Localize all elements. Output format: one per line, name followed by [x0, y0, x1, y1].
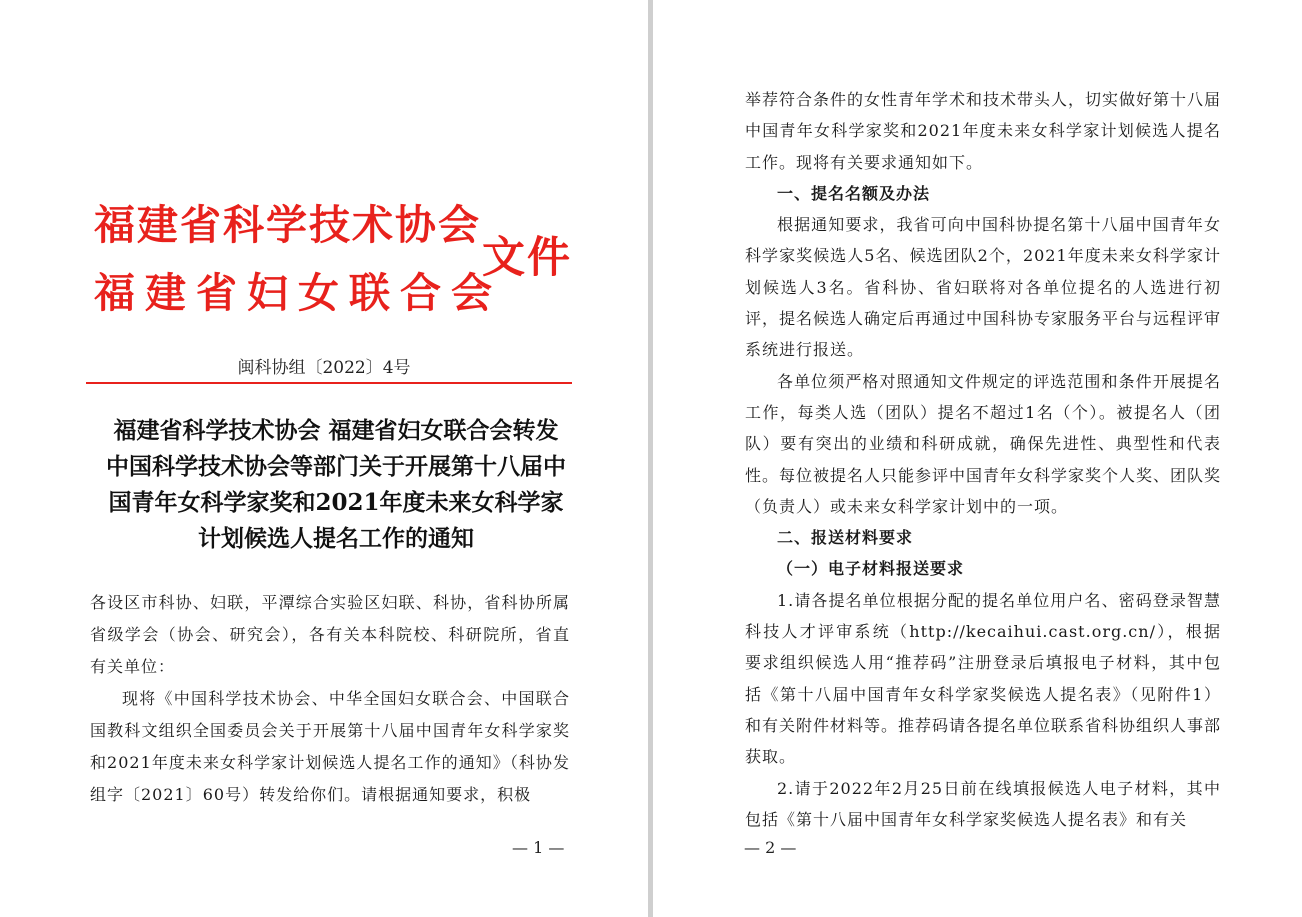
header-suffix: 文件	[482, 233, 572, 283]
paragraph: 2.请于2022年2月25日前在线填报候选人电子材料，其中包括《第十八届中国青年女科学家奖候选人提名表》和有关	[745, 778, 1221, 829]
red-rule	[86, 382, 572, 384]
paragraph: 举荐符合条件的女性青年学术和技术带头人，切实做好第十八届中国青年女科学家奖和2021年度未来女科学家计划候选人提名工作。现将有关要求通知如下。	[745, 90, 1222, 172]
page-number: — 1 —	[512, 838, 565, 857]
title-line: 福建省科学技术协会 福建省妇女联合会转发	[113, 417, 559, 444]
paragraph: 1.请各提名单位根据分配的提名单位用户名、密码登录智慧科技人才评审系统（http://kecaihui.cast.org.cn/），根据要求组织候选人用“推荐码”注册登录后填报电子材料，其中包括《第十八届中国青年女科学家奖候选人提名表》（见附件1）和有关附件材料等。推荐码请各提名单位联系省科协组织人事部获取。	[745, 590, 1222, 767]
paragraph: 现将《中国科学技术协会、中华全国妇女联合会、中国联合国教科文组织全国委员会关于开展第十八届中国青年女科学家奖和2021年度未来女科学家计划候选人提名工作的通知》（科协发组字〔2021〕60号）转发给你们。请根据通知要求，积极	[90, 689, 570, 804]
title-line: 中国科学技术协会等部门关于开展第十八届中	[106, 453, 566, 480]
section-heading: 二、报送材料要求	[777, 528, 914, 548]
page-2	[653, 0, 1302, 917]
header-org-1: 福建省科学技术协会	[94, 201, 481, 249]
page-number: — 2 —	[744, 838, 797, 857]
title-line: 计划候选人提名工作的通知	[198, 525, 474, 552]
title-line: 国青年女科学家奖和2021年度未来女科学家	[108, 489, 564, 516]
paragraph: 根据通知要求，我省可向中国科协提名第十八届中国青年女科学家奖候选人5名、候选团队2个，2021年度未来女科学家计划候选人3名。省科协、省妇联将对各单位提名的人选进行初评，提名候选人确定后再通过中国科协专家服务平台与远程评审系统进行报送。	[745, 215, 1222, 360]
subsection-heading: （一）电子材料报送要求	[777, 559, 965, 579]
document-number: 闽科协组〔2022〕4号	[237, 358, 411, 378]
paragraph: 各单位须严格对照通知文件规定的评选范围和条件开展提名工作，每类人选（团队）提名不超过1名（个）。被提名人（团队）要有突出的业绩和科研成就，确保先进性、典型性和代表性。每位被提名人只能参评中国青年女科学家奖个人奖、团队奖（负责人）或未来女科学家计划中的一项。	[745, 371, 1222, 516]
page-1	[0, 0, 648, 917]
header-org-2: 福建省妇女联合会	[94, 269, 502, 317]
page-2-body	[745, 84, 1221, 835]
document-title	[96, 413, 576, 557]
addressee: 各设区市科协、妇联，平潭综合实验区妇联、科协，省科协所属省级学会（协会、研究会），各有关本科院校、科研院所，省直有关单位：	[90, 593, 570, 676]
section-heading: 一、提名名额及办法	[777, 183, 931, 203]
